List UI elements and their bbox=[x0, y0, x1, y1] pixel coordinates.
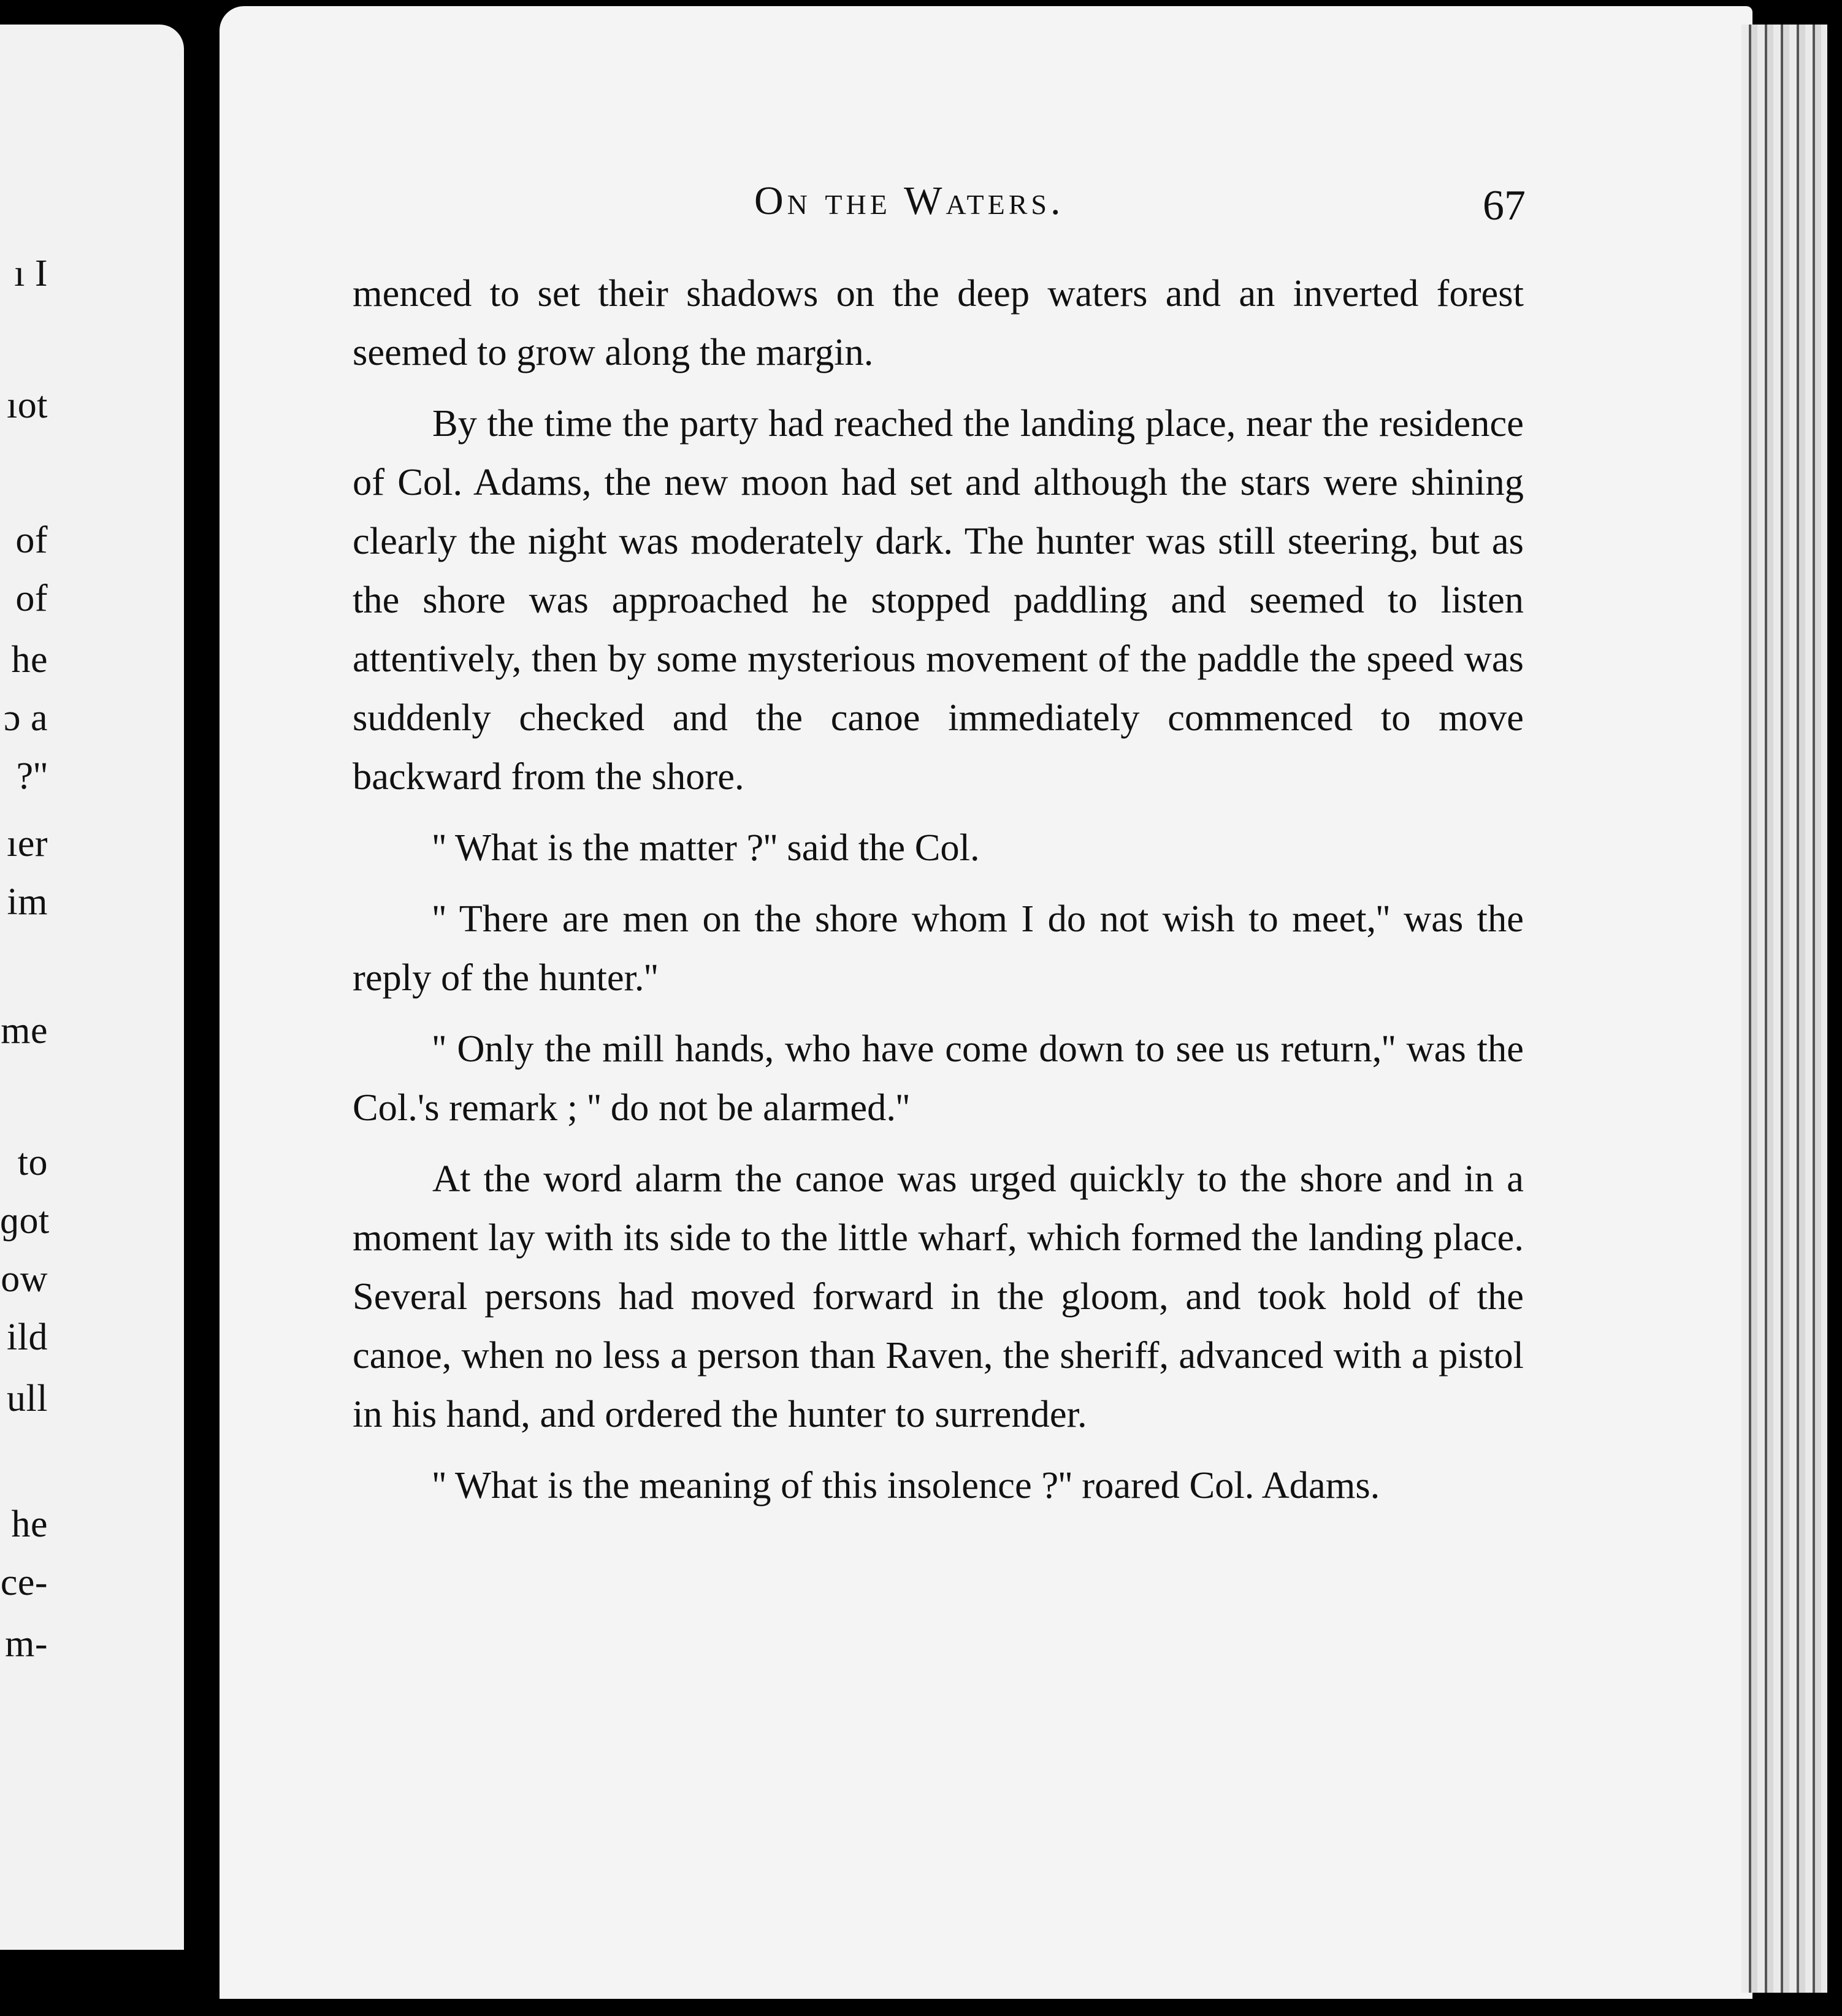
left-page bbox=[0, 25, 184, 1950]
left-page-line: of bbox=[15, 519, 48, 561]
left-page-line: ıot bbox=[7, 384, 48, 426]
paragraph: '' Only the mill hands, who have come down to see us return,'' was the Col.'s remark ; '' do not be alarmed.'' bbox=[353, 1027, 1524, 1129]
left-page-line: of bbox=[15, 578, 48, 619]
page-edges bbox=[1741, 25, 1827, 1993]
left-page-line: ıer bbox=[7, 823, 48, 865]
left-page-line: to bbox=[17, 1142, 48, 1183]
paragraph: At the word alarm the canoe was urged quickly to the shore and in a moment lay with its side to the little wharf, which formed the landing place. Several persons had moved forward in the gloom, and took hold of the canoe, when no less a person than Raven, the sheriff, advanced with a pistol in his hand, and ordered the hunter to surrender. bbox=[353, 1157, 1524, 1435]
left-page-line: ce- bbox=[0, 1562, 48, 1603]
left-page-line: ɡot bbox=[0, 1200, 50, 1242]
left-page-line: me bbox=[1, 1010, 48, 1052]
book-gutter bbox=[184, 12, 220, 1974]
paragraph: '' There are men on the shore whom I do not wish to meet,'' was the reply of the hunter.'' bbox=[353, 897, 1524, 999]
left-page-line: ɔ a bbox=[3, 697, 48, 739]
left-page-line: im bbox=[7, 881, 48, 923]
left-page-line: ?'' bbox=[16, 755, 48, 797]
paragraph: '' What is the matter ?'' said the Col. bbox=[432, 826, 980, 869]
left-page-line: he bbox=[11, 639, 48, 681]
left-page-line: ı I bbox=[14, 253, 48, 294]
left-page-line: ow bbox=[1, 1258, 48, 1300]
left-page-line: ild bbox=[7, 1316, 48, 1358]
page-number: 67 bbox=[1483, 182, 1526, 229]
paragraph: By the time the party had reached the landing place, near the residence of Col. Adams, the new moon had set and although the stars were shining clearly the night was moderately dark. The hunter was still steering, but as the shore was approached he stopped paddling and seemed to listen attentively, then by some mysterious movement of the paddle the speed was suddenly checked and the canoe immediately commenced to move backward from the shore. bbox=[353, 402, 1524, 798]
page-body bbox=[353, 264, 1524, 1527]
paragraph: menced to set their shadows on the deep waters and an inverted forest seemed to grow along the margin. bbox=[353, 272, 1524, 373]
left-page-line: m- bbox=[5, 1623, 48, 1665]
left-page-line: he bbox=[11, 1503, 48, 1545]
running-title: On the Waters. bbox=[754, 178, 1064, 223]
paragraph: '' What is the meaning of this insolence ?'' roared Col. Adams. bbox=[432, 1464, 1380, 1506]
left-page-line: ull bbox=[7, 1378, 48, 1419]
